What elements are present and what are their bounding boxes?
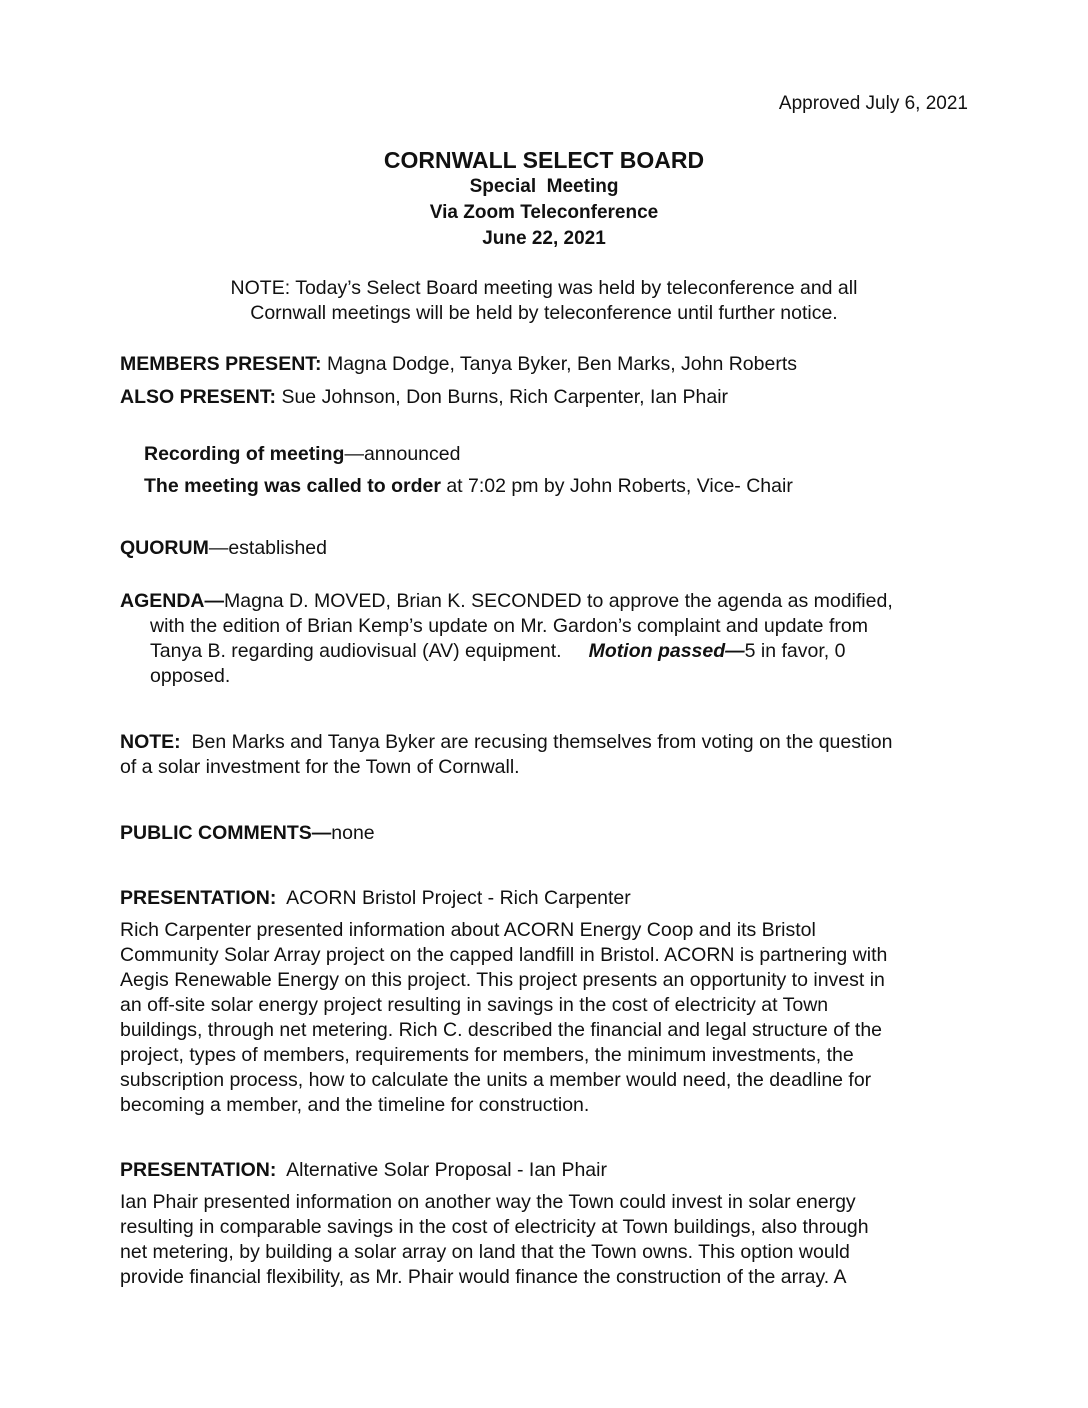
presentation-1-line: Community Solar Array project on the capped landfill in Bristol. ACORN is partnering with <box>120 944 888 966</box>
public-comments-item <box>120 821 375 846</box>
agenda-line-3 <box>120 639 980 664</box>
recording-item <box>144 442 460 467</box>
recusal-text-1: Ben Marks and Tanya Byker are recusing themselves from voting on the question <box>180 731 893 753</box>
presentation-2-heading <box>120 1158 607 1183</box>
call-to-order-item <box>144 474 793 499</box>
agenda-text-3: Tanya B. regarding audiovisual (AV) equipment. <box>150 640 589 662</box>
agenda-vote-text: 5 in favor, 0 <box>744 640 846 662</box>
agenda-line-4: opposed. <box>150 665 231 687</box>
meeting-type: Special Meeting <box>469 176 619 197</box>
meeting-date: June 22, 2021 <box>482 228 606 249</box>
meeting-venue: Via Zoom Teleconference <box>429 202 659 223</box>
presentation-1-line: becoming a member, and the timeline for construction. <box>120 1094 590 1116</box>
agenda-label: AGENDA— <box>120 590 225 612</box>
recusal-note <box>120 730 980 780</box>
presentation-1-line: subscription process, how to calculate the units a member would need, the deadline for <box>120 1069 872 1091</box>
call-to-order-label: The meeting was called to order <box>144 475 441 497</box>
recording-text: —announced <box>344 443 461 465</box>
quorum-label: QUORUM <box>120 537 209 559</box>
teleconference-note <box>0 276 1088 326</box>
presentation-2-line: net metering, by building a solar array on land that the Town owns. This option would <box>120 1241 850 1263</box>
presentation-1-line: an off-site solar energy project resulting in savings in the cost of electricity at Town <box>120 994 829 1016</box>
note-line-2: Cornwall meetings will be held by teleconference until further notice. <box>250 302 838 324</box>
call-to-order-text: at 7:02 pm by John Roberts, Vice- Chair <box>440 475 793 497</box>
also-present-text: Sue Johnson, Don Burns, Rich Carpenter, Ian Phair <box>276 386 729 408</box>
quorum-text: —established <box>208 537 327 559</box>
presentation-2-line: provide financial flexibility, as Mr. Phair would finance the construction of the array. A <box>120 1266 847 1288</box>
agenda-item <box>120 589 980 689</box>
presentation-1-heading <box>120 886 631 911</box>
presentation-1-label: PRESENTATION: <box>120 887 277 909</box>
public-comments-label: PUBLIC COMMENTS— <box>120 822 332 844</box>
recusal-line-2: of a solar investment for the Town of Cornwall. <box>120 756 520 778</box>
presentation-1-body <box>120 918 980 1118</box>
agenda-text-1: Magna D. MOVED, Brian K. SECONDED to approve the agenda as modified, <box>224 590 893 612</box>
presentation-2-title: Alternative Solar Proposal - Ian Phair <box>276 1159 607 1181</box>
also-present <box>120 385 728 410</box>
members-present-label: MEMBERS PRESENT: <box>120 353 322 375</box>
document-title: CORNWALL SELECT BOARD <box>383 147 705 173</box>
public-comments-text: none <box>331 822 375 844</box>
presentation-1-line: project, types of members, requirements for members, the minimum investments, the <box>120 1044 854 1066</box>
recording-label: Recording of meeting <box>144 443 345 465</box>
approval-date: Approved July 6, 2021 <box>778 93 968 114</box>
agenda-line-2: with the edition of Brian Kemp’s update on Mr. Gardon’s complaint and update from <box>150 615 868 637</box>
presentation-2-label: PRESENTATION: <box>120 1159 277 1181</box>
members-present-text: Magna Dodge, Tanya Byker, Ben Marks, John Roberts <box>321 353 798 375</box>
recusal-line-1 <box>120 730 980 755</box>
presentation-2-line: resulting in comparable savings in the cost of electricity at Town buildings, also through <box>120 1216 869 1238</box>
presentation-2-line: Ian Phair presented information on another way the Town could invest in solar energy <box>120 1191 856 1213</box>
presentation-1-line: Aegis Renewable Energy on this project. This project presents an opportunity to invest in <box>120 969 885 991</box>
header-block <box>0 146 1088 252</box>
quorum-item <box>120 536 327 561</box>
note-line-1: NOTE: Today’s Select Board meeting was held by teleconference and all <box>230 277 858 299</box>
presentation-1-line: Rich Carpenter presented information about ACORN Energy Coop and its Bristol <box>120 919 816 941</box>
presentation-2-body <box>120 1190 980 1290</box>
agenda-line-1 <box>120 589 980 614</box>
recusal-label: NOTE: <box>120 731 181 753</box>
presentation-1-line: buildings, through net metering. Rich C. described the financial and legal structure of the <box>120 1019 883 1041</box>
motion-passed-label: Motion passed— <box>588 640 745 662</box>
presentation-1-title: ACORN Bristol Project - Rich Carpenter <box>276 887 631 909</box>
also-present-label: ALSO PRESENT: <box>120 386 277 408</box>
members-present <box>120 352 797 377</box>
